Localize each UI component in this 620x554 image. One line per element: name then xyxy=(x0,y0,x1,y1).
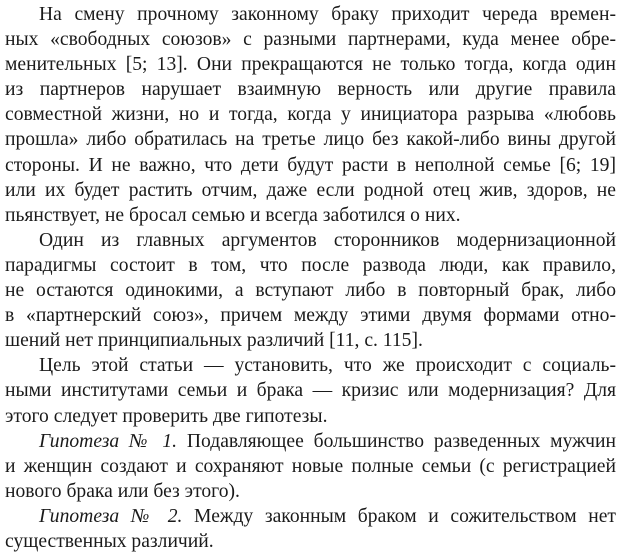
paragraph-2 xyxy=(5,228,616,353)
text-line: и женщин создают и сохраняют новые полные семьи (с регистрацией xyxy=(5,455,616,477)
hypothesis-text: Между законным браком и сожительством нет xyxy=(182,505,616,527)
hypothesis-2 xyxy=(5,504,616,554)
hypothesis-label: Гипотеза № 2. xyxy=(39,505,183,527)
text-line: или их будет растить отчим, даже если родной отец жив, здоров, не xyxy=(5,179,616,201)
text-line: в «партнерский союз», причем между этими двумя формами отно- xyxy=(5,305,616,327)
text-line: прошла» либо обратилась на третье лицо без какой-либо вины другой xyxy=(5,129,616,151)
text-line: существенных различий. xyxy=(5,530,214,552)
text-line xyxy=(5,504,616,529)
text-line: ными институтами семьи и брака — кризис или модернизация? Для xyxy=(5,380,616,402)
text-line: Один из главных аргументов сторонников модернизационной xyxy=(39,229,616,251)
text-line: не остаются одинокими, а вступают либо в повторный брак, либо xyxy=(5,280,616,302)
text-line: из партнеров нарушает взаимную верность или другие правила xyxy=(5,79,616,101)
text-line: пьянствует, не бросал семью и всегда заботился о них. xyxy=(5,204,461,226)
text-line: нового брака или без этого). xyxy=(5,480,240,502)
hypothesis-label: Гипотеза № 1. xyxy=(39,430,177,452)
paragraph-1 xyxy=(5,2,616,228)
hypothesis-text: Подавляющее большинство разведенных мужчин xyxy=(177,430,616,452)
text-line: менительных [5; 13]. Они прекращаются не только тогда, когда один xyxy=(5,54,616,76)
text-line: На смену прочному законному браку приходит череда времен- xyxy=(39,4,616,25)
text-line xyxy=(5,429,616,454)
text-line: парадигмы состоит в том, что после развода люди, как правило, xyxy=(5,254,616,276)
text-line: стороны. И не важно, что дети будут расти в неполной семье [6; 19] xyxy=(5,154,616,176)
paragraph-3 xyxy=(5,353,616,428)
hypothesis-1 xyxy=(5,429,616,504)
text-line: совместной жизни, но и тогда, когда у инициатора разрыва «любовь xyxy=(5,104,616,126)
text-line: шений нет принципиальных различий [11, с. 115]. xyxy=(5,330,423,352)
text-line: ных «свободных союзов» с разными партнерами, куда менее обре- xyxy=(5,29,616,51)
text-line: этого следует проверить две гипотезы. xyxy=(5,405,328,427)
text-line: Цель этой статьи — установить, что же происходит с социаль- xyxy=(39,355,616,377)
